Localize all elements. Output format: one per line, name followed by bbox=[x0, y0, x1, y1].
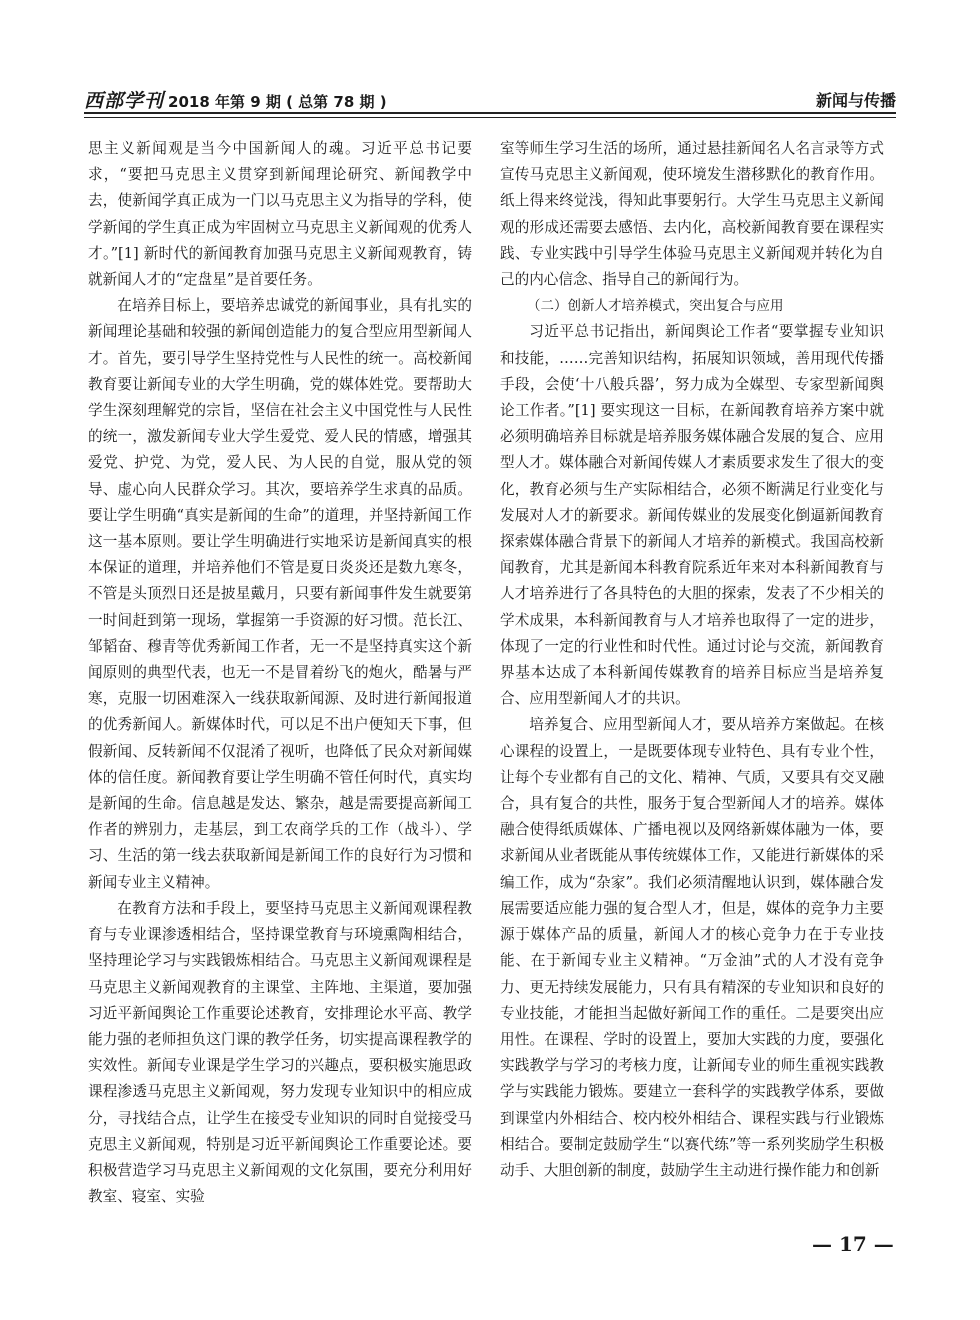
header-rule-thin bbox=[84, 117, 896, 118]
page-number: — 17 — bbox=[812, 1232, 894, 1256]
body-paragraph: 习近平总书记指出，新闻舆论工作者“要掌握专业知识和技能，……完善知识结构，拓展知识领域，善用现代传播手段，会使‘十八般兵器’，努力成为全媒型、专家型新闻舆论工作者。”[1] 要实现这一目标，在新闻教育培养方案中就必须明确培养目标就是培养服务媒体融合发展的复合、应用型人才。媒体融合对新闻传媒人才素质要求发生了很大的变化，教育必须与生产实际相结合，必须不断满足行业变化与发展对人才的新要求。新闻传媒业的发展变化倒逼新闻教育探索媒体融合背景下的新闻人才培养的新模式。我国高校新闻教育，尤其是新闻本科教育院系近年来对本科新闻教育与人才培养进行了各具特色的大胆的探索，发表了不少相关的学术成果，本科新闻教育与人才培养也取得了一定的进步，体现了一定的行业性和时代性。通过讨论与交流，新闻教育界基本达成了本科新闻传媒教育的培养目标应当是培养复合、应用型新闻人才的共识。 bbox=[500, 323, 884, 708]
journal-name: 西部学刊 bbox=[84, 90, 165, 112]
body-paragraph: 在教育方法和手段上，要坚持马克思主义新闻观课程教育与专业课渗透相结合，坚持课堂教育与环境熏陶相结合，坚持理论学习与实践锻炼相结合。马克思主义新闻观课程是马克思主义新闻观教育的主课堂、主阵地、主渠道，要加强习近平新闻舆论工作重要论述教育，安排理论水平高、教学能力强的老师担负这门课的教学任务，切实提高课程教学的实效性。新闻专业课是学生学习的兴趣点，要积极实施思政课程渗透马克思主义新闻观，努力发现专业知识中的相应成分，寻找结合点，让学生在接受专业知识的同时自觉接受马克思主义新闻观，特别是习近平新闻舆论工作重要论述。要积极营造学习马克思主义新闻观的文化氛围，要充分利用好教室、寝室、实验 bbox=[88, 899, 472, 1206]
journal-masthead bbox=[84, 86, 387, 113]
issue-info: 2018 年第 9 期 ( 总第 78 期 ) bbox=[168, 93, 387, 111]
body-paragraph: 室等师生学习生活的场所，通过悬挂新闻名人名言录等方式宣传马克思主义新闻观，使环境发生潜移默化的教育作用。纸上得来终觉浅，得知此事要躬行。大学生马克思主义新闻观的形成还需要去感悟、去内化，高校新闻教育要在课程实践、专业实践中引导学生体验马克思主义新闻观并转化为自己的内心信念、指导自己的新闻行为。 bbox=[500, 140, 884, 289]
body-paragraph: 思主义新闻观是当今中国新闻人的魂。习近平总书记要求，“要把马克思主义贯穿到新闻理论研究、新闻教学中去，使新闻学真正成为一门以马克思主义为指导的学科，使学新闻的学生真正成为牢固树立马克思主义新闻观的优秀人才。”[1] 新时代的新闻教育加强马克思主义新闻观教育，铸就新闻人才的“定盘星”是首要任务。 bbox=[88, 140, 472, 289]
body-paragraph: 在培养目标上，要培养忠诚党的新闻事业，具有扎实的新闻理论基础和较强的新闻创造能力的复合型应用型新闻人才。首先，要引导学生坚持党性与人民性的统一。高校新闻教育要让新闻专业的大学生明确，党的媒体姓党。要帮助大学生深刻理解党的宗旨，坚信在社会主义中国党性与人民性的统一，激发新闻专业大学生爱党、爱人民的情感，增强其爱党、护党、为党，爱人民、为人民的自觉，服从党的领导、虚心向人民群众学习。其次，要培养学生求真的品质。要让学生明确“真实是新闻的生命”的道理，并坚持新闻工作这一基本原则。要让学生明确进行实地采访是新闻真实的根本保证的道理，并培养他们不管是夏日炎炎还是数九寒冬，不管是头顶烈日还是披星戴月，只要有新闻事件发生就要第一时间赶到第一现场，掌握第一手资源的好习惯。范长江、邹韬奋、穆青等优秀新闻工作者，无一不是坚持真实这个新闻原则的典型代表，也无一不是冒着纷飞的炮火，酷暑与严寒，克服一切困难深入一线获取新闻源、及时进行新闻报道的优秀新闻人。新媒体时代，可以足不出户便知天下事，但假新闻、反转新闻不仅混淆了视听，也降低了民众对新闻媒体的信任度。新闻教育要让学生明确不管任何时代，真实均是新闻的生命。信息越是发达、繁杂，越是需要提高新闻工作者的辨别力，走基层，到工农商学兵的工作（战斗）、学习、生活的第一线去获取新闻是新闻工作的良好行为习惯和新闻专业主义精神。 bbox=[88, 297, 472, 891]
header-rule bbox=[84, 112, 896, 114]
section-subheading: （二）创新人才培养模式，突出复合与应用 bbox=[527, 298, 784, 315]
body-paragraph: 培养复合、应用型新闻人才，要从培养方案做起。在核心课程的设置上，一是既要体现专业特色、具有专业个性，让每个专业都有自己的文化、精神、气质，又要具有交叉融合，具有复合的共性，服务于复合型新闻人才的培养。媒体融合使得纸质媒体、广播电视以及网络新媒体融为一体，要求新闻从业者既能从事传统媒体工作，又能进行新媒体的采编工作，成为“杂家”。我们必须清醒地认识到，媒体融合发展需要适应能力强的复合型人才，但是，媒体的竞争力主要源于媒体产品的质量，新闻人才的核心竞争力在于专业技能、在于新闻专业主义精神。“万金油”式的人才没有竞争力、更无持续发展能力，只有具有精深的专业知识和良好的专业技能，才能担当起做好新闻工作的重任。二是要突出应用性。在课程、学时的设置上，要加大实践的力度，要强化实践教学与学习的考核力度，让新闻专业的师生重视实践教学与实践能力锻炼。要建立一套科学的实践教学体系，要做到课堂内外相结合、校内校外相结合、课程实践与行业锻炼相结合。要制定鼓励学生“以赛代练”等一系列奖励学生积极动手、大胆创新的制度，鼓励学生主动进行操作能力和创新 bbox=[500, 716, 884, 1179]
section-name: 新闻与传播 bbox=[815, 91, 896, 110]
left-column bbox=[88, 136, 472, 1210]
right-column bbox=[500, 136, 884, 1184]
running-header bbox=[84, 82, 896, 116]
